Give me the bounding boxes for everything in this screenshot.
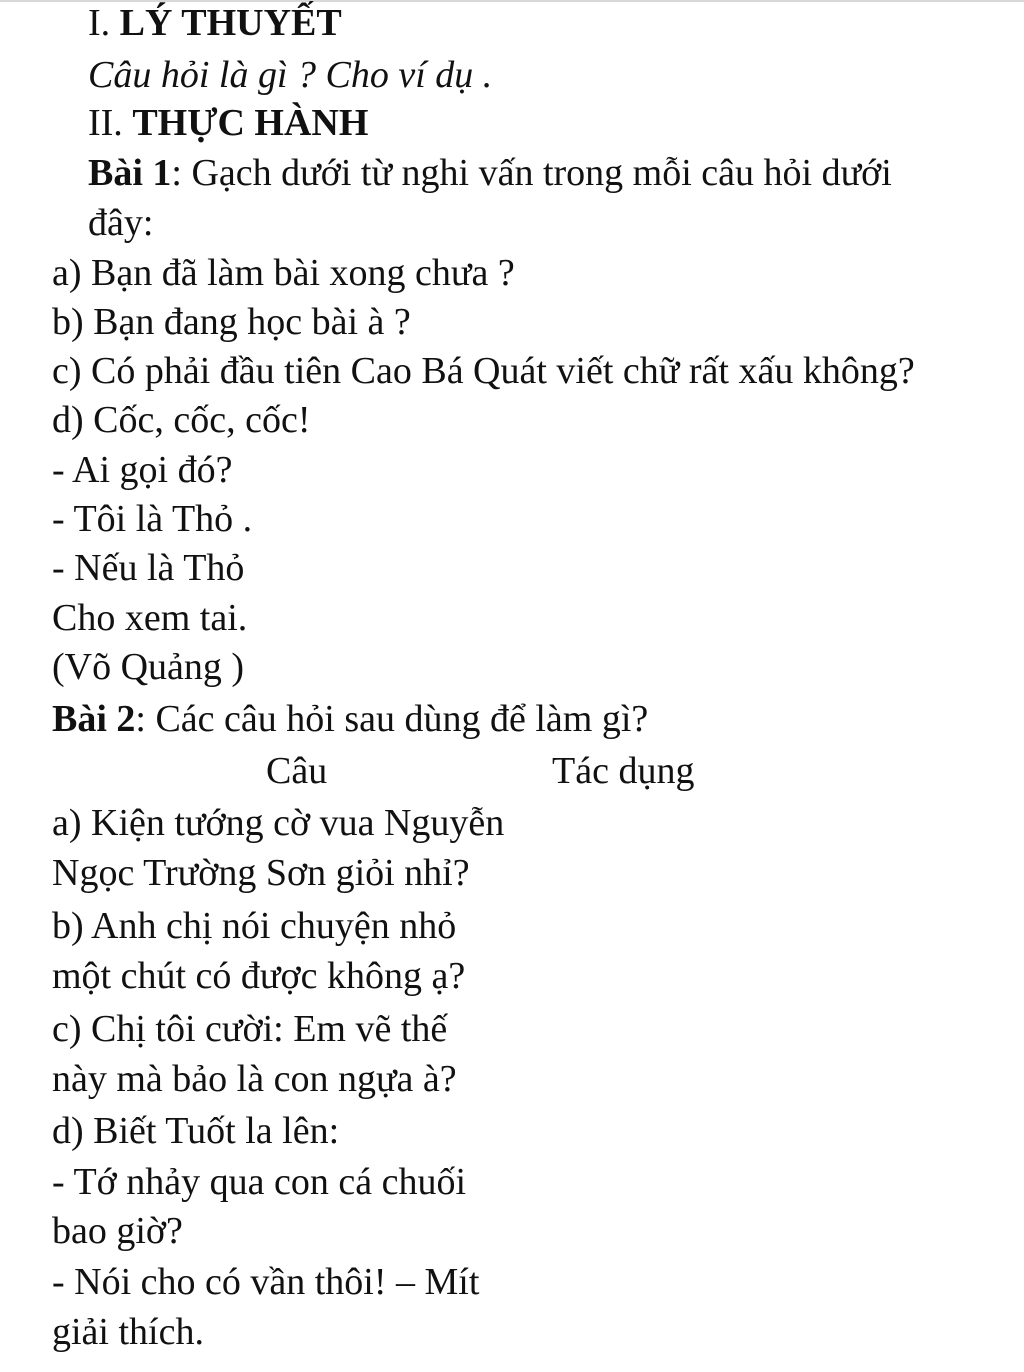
theory-heading <box>88 4 342 42</box>
bai1-author: (Võ Quảng ) <box>52 646 245 688</box>
bai1-item-d: d) Cốc, cốc, cốc! <box>52 399 311 441</box>
bai2-label: Bài 2 <box>52 698 136 740</box>
bai2-line: một chút có được không ạ? <box>52 955 466 997</box>
bai2-column-cau: Câu <box>266 750 328 792</box>
bai2-line: b) Anh chị nói chuyện nhỏ <box>52 905 457 947</box>
bai2-prompt <box>52 700 648 738</box>
bai2-line: d) Biết Tuốt la lên: <box>52 1110 340 1152</box>
bai1-item-c: c) Có phải đầu tiên Cao Bá Quát viết chữ rất xấu không? <box>52 350 915 392</box>
bai2-line: giải thích. <box>52 1311 204 1353</box>
bai1-prompt <box>88 154 892 192</box>
bai2-line: - Nói cho có vần thôi! – Mít <box>52 1261 480 1303</box>
bai1-label: Bài 1 <box>88 152 172 194</box>
bai2-line: c) Chị tôi cười: Em vẽ thế <box>52 1008 448 1050</box>
theory-heading-text: LÝ THUYẾT <box>119 2 342 44</box>
theory-heading-number: I. <box>88 2 111 44</box>
bai1-dialogue-line-1: - Ai gọi đó? <box>52 449 233 491</box>
bai2-line: bao giờ? <box>52 1210 183 1252</box>
practice-heading-number: II. <box>88 102 123 144</box>
bai1-dialogue-line-4: Cho xem tai. <box>52 597 248 639</box>
bai1-prompt-text: : Gạch dưới từ nghi vấn trong mỗi câu hỏi dưới <box>171 152 892 194</box>
bai2-column-tac-dung: Tác dụng <box>552 750 695 792</box>
bai1-dialogue-line-3: - Nếu là Thỏ <box>52 547 245 589</box>
bai2-line: này mà bảo là con ngựa à? <box>52 1058 457 1100</box>
practice-heading <box>88 104 368 142</box>
practice-heading-text: THỰC HÀNH <box>132 102 369 144</box>
bai1-item-b: b) Bạn đang học bài à ? <box>52 301 411 343</box>
bai2-prompt-text: : Các câu hỏi sau dùng để làm gì? <box>135 698 649 740</box>
bai1-dialogue-line-2: - Tôi là Thỏ . <box>52 498 253 540</box>
bai1-item-a: a) Bạn đã làm bài xong chưa ? <box>52 252 515 294</box>
bai2-line: Ngọc Trường Sơn giỏi nhỉ? <box>52 852 470 894</box>
bai2-line: - Tớ nhảy qua con cá chuối <box>52 1161 467 1203</box>
bai1-prompt-line2: đây: <box>88 202 154 244</box>
bai2-line: a) Kiện tướng cờ vua Nguyễn <box>52 802 505 844</box>
theory-question: Câu hỏi là gì ? Cho ví dụ . <box>88 54 493 96</box>
